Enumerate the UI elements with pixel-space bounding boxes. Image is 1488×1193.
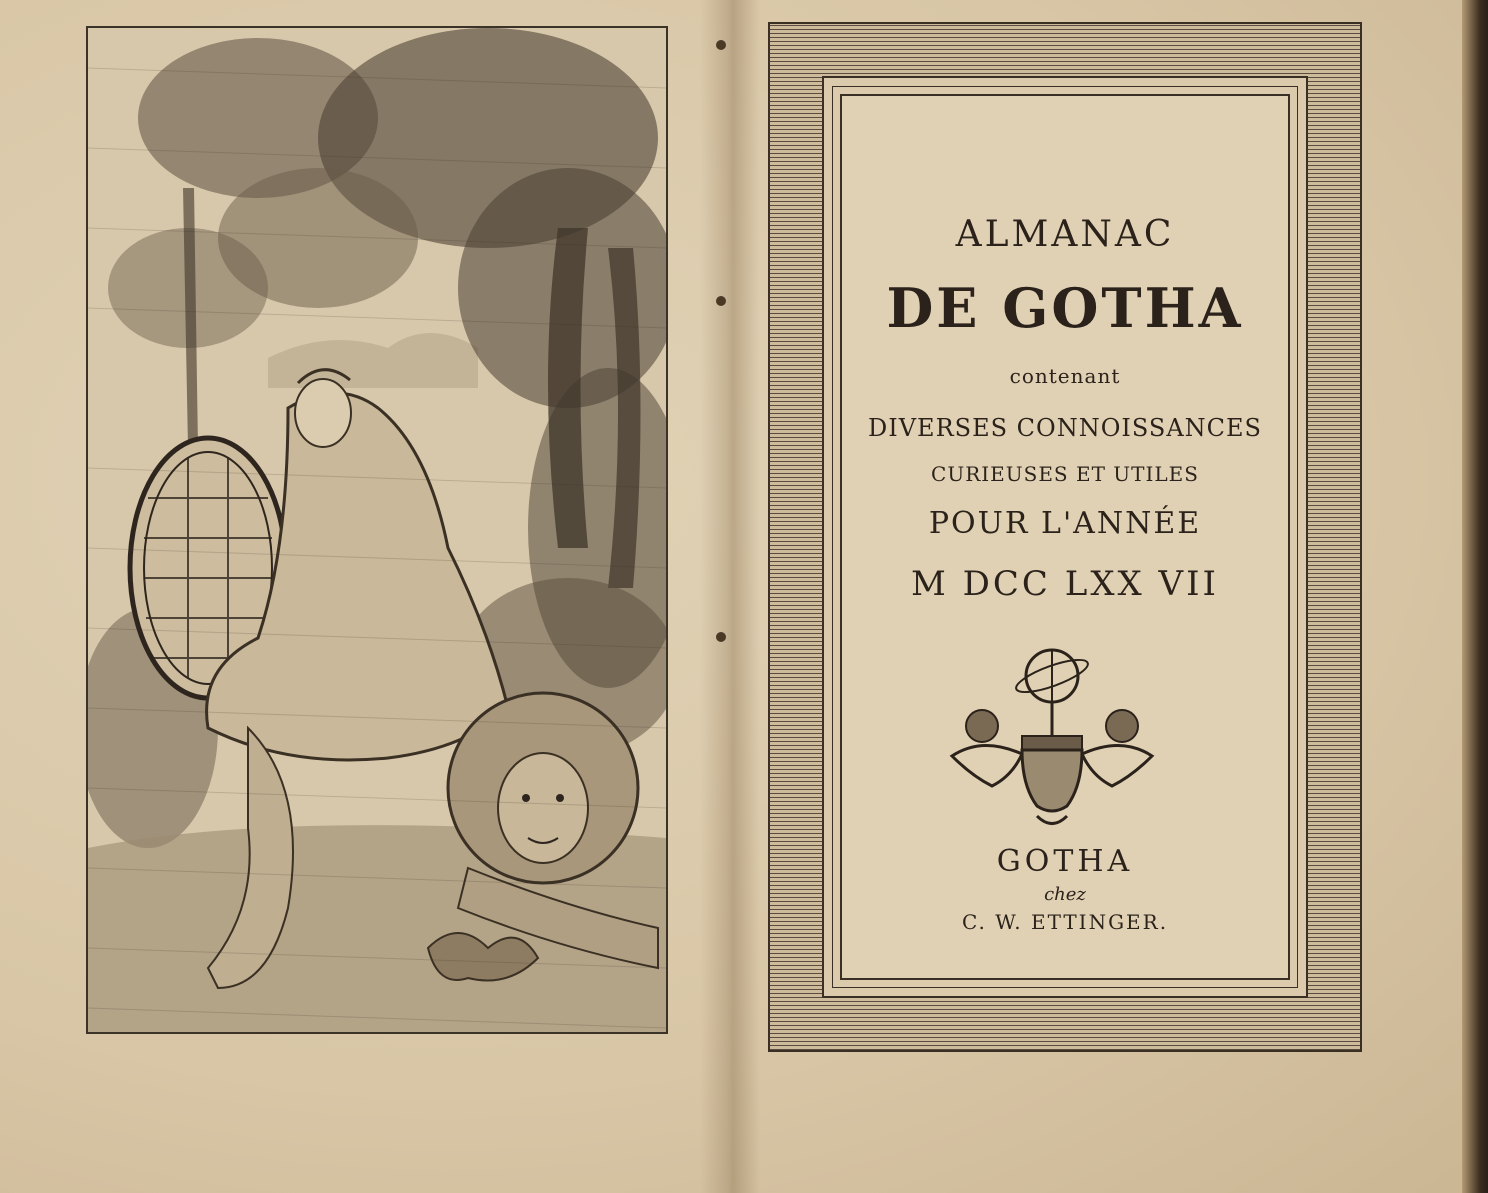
- binding-stitch: [716, 296, 726, 306]
- imprint-place: GOTHA: [996, 844, 1134, 879]
- imprint-chez: chez: [1044, 884, 1086, 905]
- imprint-publisher: C. W. ETTINGER.: [961, 910, 1169, 934]
- title-line-diverses: DIVERSES CONNOISSANCES: [868, 414, 1262, 442]
- binding-stitch: [716, 40, 726, 50]
- armillary-sphere-vignette-icon: [942, 636, 1162, 836]
- title-line-almanac: ALMANAC: [955, 214, 1175, 255]
- title-line-contenant: contenant: [1009, 364, 1121, 388]
- title-frame-panel: [840, 94, 1290, 980]
- title-line-year: M DCC LXX VII: [911, 564, 1219, 604]
- title-page: [768, 22, 1362, 1052]
- title-line-de-gotha: DE GOTHA: [886, 276, 1244, 340]
- book-edge: [1462, 0, 1488, 1193]
- title-frame: [822, 76, 1308, 998]
- book-gutter: [700, 0, 760, 1193]
- title-line-curieuses: CURIEUSES ET UTILES: [931, 462, 1199, 486]
- title-line-pour-lannee: POUR L'ANNÉE: [928, 506, 1202, 541]
- binding-stitch: [716, 632, 726, 642]
- engraving-allegory-icon: [88, 28, 666, 1032]
- frontispiece-engraving: [86, 26, 668, 1034]
